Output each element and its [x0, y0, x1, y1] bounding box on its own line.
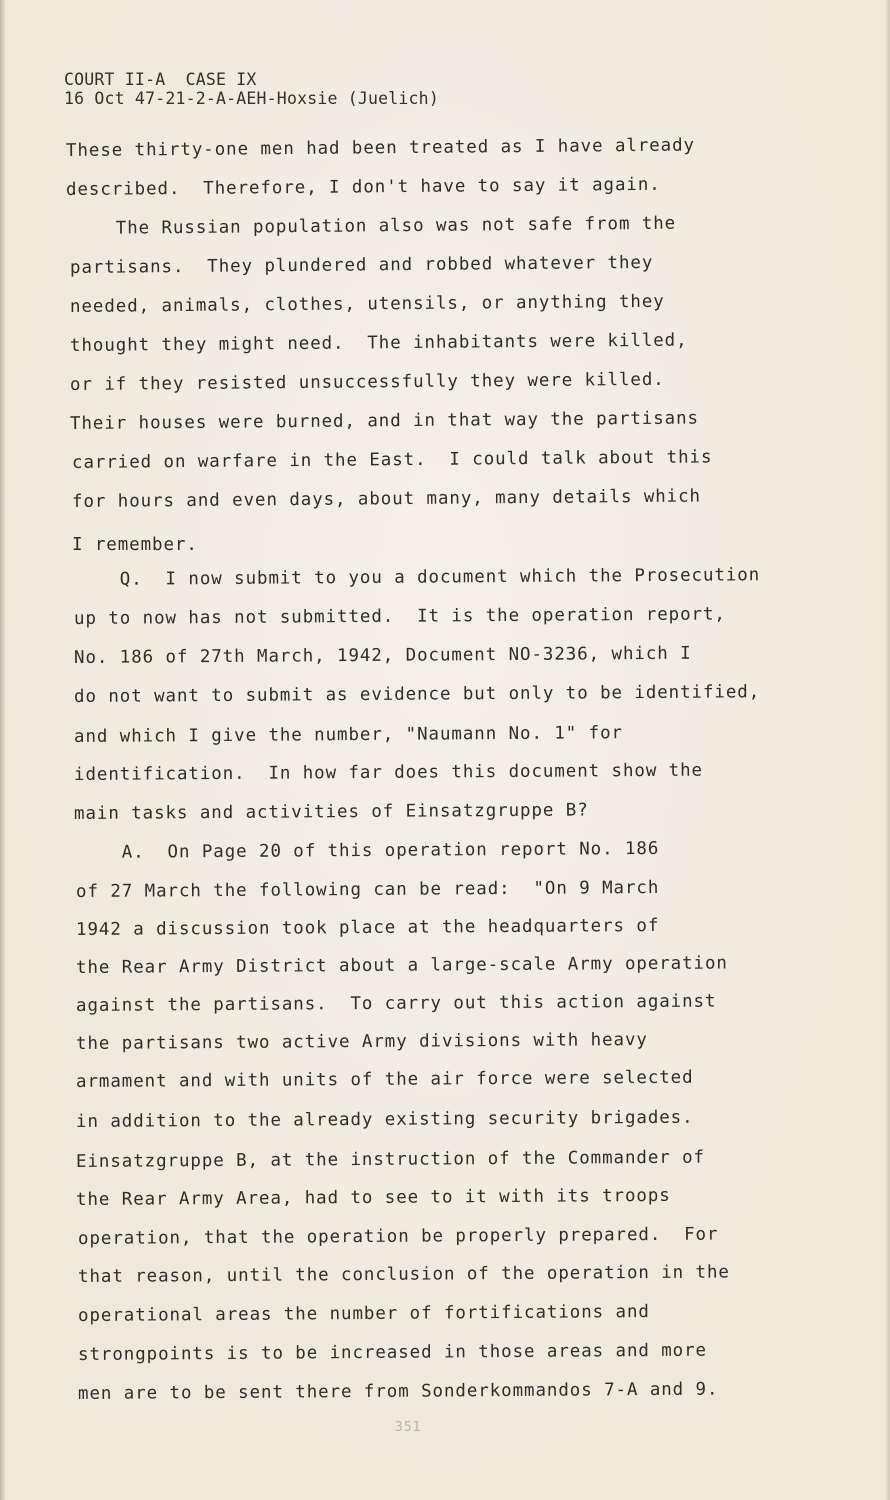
text-line: Einsatzgruppe B, at the instruction of the Commander of: [75, 1147, 706, 1172]
text-line: in addition to the already existing security brigades.: [75, 1107, 694, 1132]
text-line: identification. In how far does this document show the: [73, 760, 704, 785]
text-line: for hours and even days, about many, many details which: [71, 486, 702, 512]
text-line: operational areas the number of fortifications and: [77, 1302, 650, 1326]
text-line: the partisans two active Army divisions with heavy: [75, 1030, 648, 1054]
text-line: I remember.: [72, 535, 198, 555]
text-line: thought they might need. The inhabitants were killed,: [69, 330, 688, 356]
header-court-case: COURT II-A CASE IX: [64, 70, 257, 89]
text-line: Q. I now submit to you a document which the Prosecution: [73, 565, 761, 590]
text-line: the Rear Army Area, had to see to it with its troops: [75, 1185, 671, 1210]
text-line: armament and with units of the air force were selected: [75, 1067, 694, 1092]
text-line: men are to be sent there from Sonderkommandos 7-A and 9.: [77, 1379, 719, 1404]
text-line: 1942 a discussion took place at the headquarters of: [75, 915, 660, 940]
text-line: of 27 March the following can be read: "On 9 March: [75, 877, 660, 902]
text-line: No. 186 of 27th March, 1942, Document NO-3236, which I: [73, 643, 692, 668]
text-line: and which I give the number, "Naumann No. 1" for: [73, 723, 623, 747]
text-line: strongpoints is to be increased in those areas and more: [77, 1340, 708, 1365]
text-line: described. Therefore, I don't have to say it again.: [65, 174, 661, 200]
text-line: The Russian population also was not safe from the: [69, 213, 677, 239]
page-number: 351: [395, 1420, 422, 1435]
text-line: A. On Page 20 of this operation report No. 186: [75, 838, 660, 863]
text-line: partisans. They plundered and robbed whatever they: [69, 252, 654, 278]
text-line: Their houses were burned, and in that way the partisans: [69, 408, 700, 434]
text-line: against the partisans. To carry out this action against: [75, 991, 717, 1016]
text-line: or if they resisted unsuccessfully they were killed.: [69, 369, 665, 395]
text-line: These thirty-one men had been treated as I have already: [65, 135, 696, 161]
header-date-reference: 16 Oct 47-21-2-A-AEH-Hoxsie (Juelich): [64, 89, 439, 108]
text-line: the Rear Army District about a large-scale Army operation: [75, 953, 728, 978]
text-line: up to now has not submitted. It is the operation report,: [73, 604, 726, 629]
text-line: operation, that the operation be properly prepared. For: [77, 1224, 719, 1249]
text-line: do not want to submit as evidence but only to be identified,: [73, 682, 761, 707]
text-line: main tasks and activities of Einsatzgruppe B?: [73, 800, 589, 824]
text-line: carried on warfare in the East. I could talk about this: [71, 447, 713, 473]
text-line: needed, animals, clothes, utensils, or anything they: [69, 291, 665, 317]
text-line: that reason, until the conclusion of the operation in the: [77, 1262, 730, 1287]
